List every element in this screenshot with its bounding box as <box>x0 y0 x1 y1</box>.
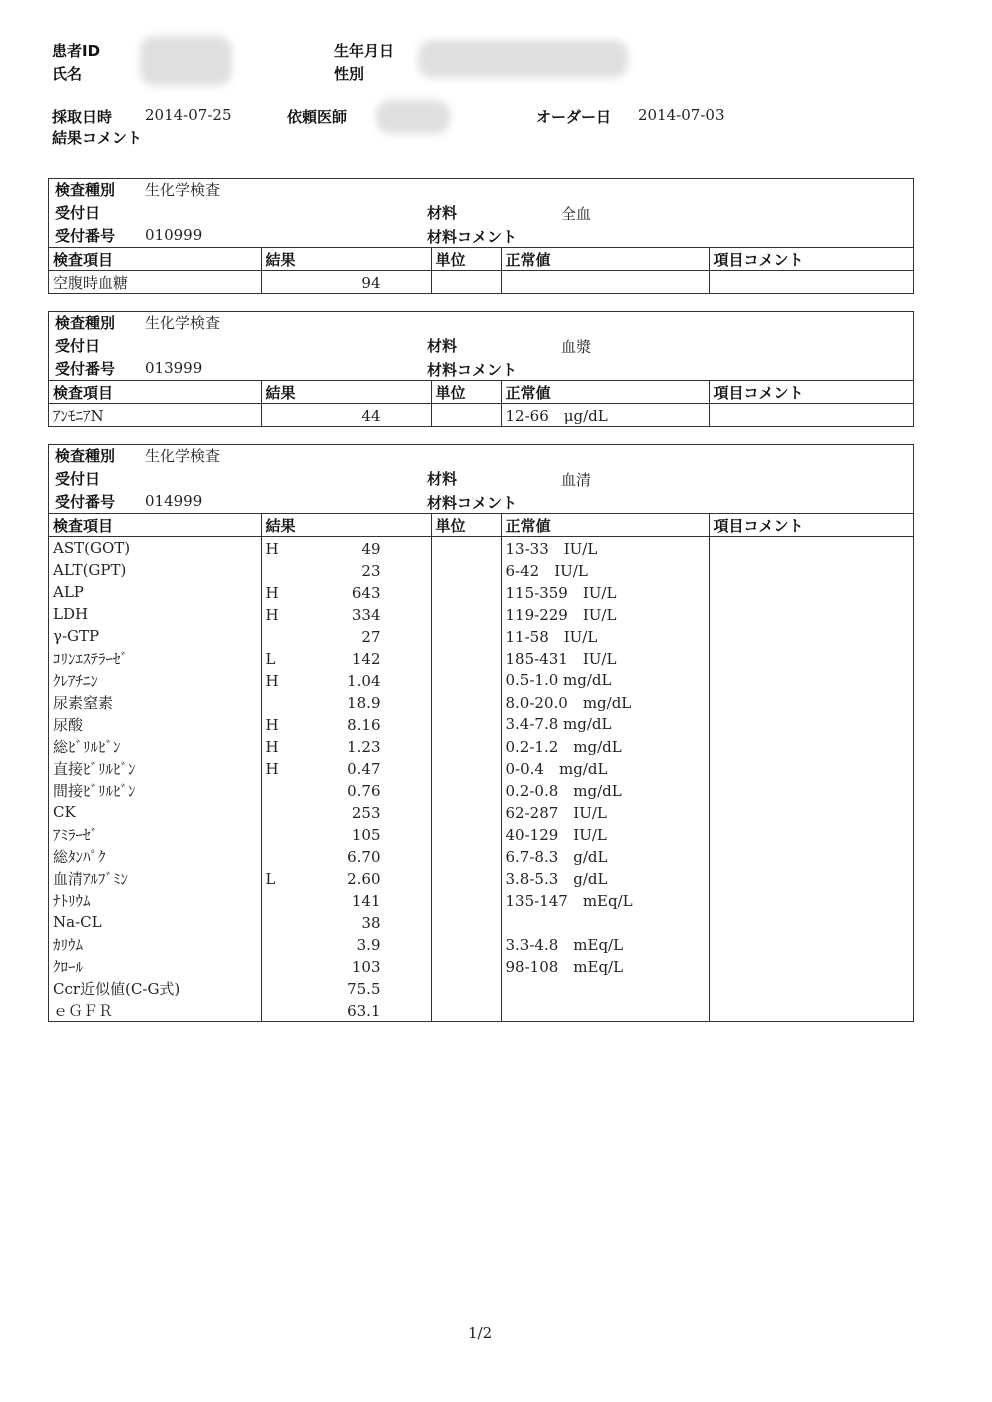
normal-range: 3.3-4.8 mEq/L <box>501 933 709 955</box>
item-comment <box>709 625 913 647</box>
normal-range: 0.5-1.0 mg/dL <box>501 669 709 691</box>
result-flag: H <box>265 606 279 624</box>
result-value: 643 <box>351 584 381 602</box>
table-row <box>49 867 913 889</box>
normal-range <box>501 911 709 933</box>
result-value: 38 <box>361 914 381 932</box>
result-value: 105 <box>351 826 381 844</box>
normal-range: 40-129 IU/L <box>501 823 709 845</box>
unit-cell <box>431 669 501 691</box>
result-flag: H <box>265 716 279 734</box>
unit-cell <box>431 955 501 977</box>
col-item-header: 検査項目 <box>49 381 261 404</box>
item-name: Ccr近似値(C-G式) <box>49 977 261 999</box>
normal-range: 3.8-5.3 g/dL <box>501 867 709 889</box>
item-name: ｺﾘﾝｴｽﾃﾗｰｾﾞ <box>49 647 261 669</box>
unit-cell <box>431 581 501 603</box>
unit-cell <box>431 779 501 801</box>
received-no-label: 受付番号 <box>55 360 116 378</box>
unit-cell <box>431 823 501 845</box>
material-label: 材料 <box>427 204 458 222</box>
result-cell <box>261 537 431 560</box>
result-cell <box>261 603 431 625</box>
received-date-label: 受付日 <box>55 204 101 222</box>
result-value: 49 <box>361 540 381 558</box>
item-comment <box>709 271 913 294</box>
result-value: 6.70 <box>347 848 381 866</box>
normal-range: 115-359 IU/L <box>501 581 709 603</box>
table-row <box>49 559 913 581</box>
item-comment <box>709 647 913 669</box>
material-label: 材料 <box>427 470 458 488</box>
redacted-patient-info <box>140 36 232 86</box>
result-value: 103 <box>351 958 381 976</box>
item-comment <box>709 867 913 889</box>
normal-range: 0.2-1.2 mg/dL <box>501 735 709 757</box>
result-value: 1.04 <box>347 672 381 690</box>
result-cell <box>261 845 431 867</box>
result-flag: H <box>265 760 279 778</box>
result-cell <box>261 581 431 603</box>
table-row <box>49 691 913 713</box>
result-value: 0.76 <box>347 782 381 800</box>
received-no-value: 010999 <box>145 226 203 244</box>
col-normal-header: 正常値 <box>501 381 709 404</box>
material-value: 血清 <box>561 471 592 489</box>
unit-cell <box>431 933 501 955</box>
result-cell <box>261 999 431 1021</box>
item-name: ｱﾐﾗｰｾﾞ <box>49 823 261 845</box>
unit-cell <box>431 404 501 427</box>
table-row <box>49 735 913 757</box>
material-comment-label: 材料コメント <box>427 361 518 379</box>
item-name: LDH <box>49 603 261 625</box>
table-row <box>49 271 913 294</box>
normal-range: 119-229 IU/L <box>501 603 709 625</box>
item-name: ｅＧＦＲ <box>49 999 261 1021</box>
test-section-1 <box>48 178 914 294</box>
result-cell <box>261 647 431 669</box>
result-cell <box>261 735 431 757</box>
item-name: CK <box>49 801 261 823</box>
material-value: 全血 <box>561 205 592 223</box>
result-cell <box>261 757 431 779</box>
result-value: 44 <box>361 407 381 425</box>
unit-cell <box>431 757 501 779</box>
item-comment <box>709 999 913 1021</box>
item-comment <box>709 404 913 427</box>
table-row <box>49 955 913 977</box>
material-value: 血漿 <box>561 338 592 356</box>
category-value: 生化学検査 <box>145 314 221 332</box>
item-name: 尿酸 <box>49 713 261 735</box>
table-row <box>49 581 913 603</box>
unit-cell <box>431 603 501 625</box>
results-table <box>49 513 913 1021</box>
item-comment <box>709 713 913 735</box>
category-label: 検査種別 <box>55 181 116 199</box>
item-name: AST(GOT) <box>49 537 261 560</box>
table-row <box>49 647 913 669</box>
col-result-header: 結果 <box>261 514 431 537</box>
table-row <box>49 823 913 845</box>
results-table <box>49 380 913 426</box>
material-comment-label: 材料コメント <box>427 494 518 512</box>
item-name: Na-CL <box>49 911 261 933</box>
item-name: ｱﾝﾓﾆｱN <box>49 404 261 427</box>
col-unit-header: 単位 <box>431 514 501 537</box>
unit-cell <box>431 271 501 294</box>
col-unit-header: 単位 <box>431 381 501 404</box>
result-flag: L <box>265 870 276 888</box>
birth-date-label: 生年月日 <box>334 42 395 60</box>
item-name: ｸﾛｰﾙ <box>49 955 261 977</box>
result-flag: H <box>265 738 279 756</box>
result-value: 27 <box>361 628 381 646</box>
unit-cell <box>431 999 501 1021</box>
result-cell <box>261 911 431 933</box>
category-value: 生化学検査 <box>145 447 221 465</box>
table-row <box>49 757 913 779</box>
normal-range: 62-287 IU/L <box>501 801 709 823</box>
test-section-2 <box>48 311 914 427</box>
unit-cell <box>431 977 501 999</box>
result-value: 253 <box>351 804 381 822</box>
normal-range: 98-108 mEq/L <box>501 955 709 977</box>
item-name: ﾅﾄﾘｳﾑ <box>49 889 261 911</box>
unit-cell <box>431 625 501 647</box>
item-comment <box>709 757 913 779</box>
col-normal-header: 正常値 <box>501 248 709 271</box>
result-value: 334 <box>351 606 381 624</box>
category-label: 検査種別 <box>55 447 116 465</box>
result-cell <box>261 955 431 977</box>
item-comment <box>709 977 913 999</box>
section-header <box>49 312 913 380</box>
category-label: 検査種別 <box>55 314 116 332</box>
result-value: 142 <box>351 650 381 668</box>
item-name: 尿素窒素 <box>49 691 261 713</box>
doctor-label: 依頼医師 <box>287 108 348 126</box>
result-cell <box>261 713 431 735</box>
received-no-value: 013999 <box>145 359 203 377</box>
table-row <box>49 537 913 560</box>
result-cell <box>261 625 431 647</box>
table-row <box>49 669 913 691</box>
result-value: 23 <box>361 562 381 580</box>
col-comment-header: 項目コメント <box>709 381 913 404</box>
result-flag: H <box>265 584 279 602</box>
unit-cell <box>431 559 501 581</box>
col-item-header: 検査項目 <box>49 248 261 271</box>
received-no-label: 受付番号 <box>55 493 116 511</box>
normal-range <box>501 271 709 294</box>
order-date-label: オーダー日 <box>536 108 612 126</box>
result-value: 2.60 <box>347 870 381 888</box>
item-name: 総ﾋﾞﾘﾙﾋﾞﾝ <box>49 735 261 757</box>
result-value: 94 <box>361 274 381 292</box>
category-value: 生化学検査 <box>145 181 221 199</box>
normal-range: 12-66 μg/dL <box>501 404 709 427</box>
item-name: 空腹時血糖 <box>49 271 261 294</box>
item-comment <box>709 889 913 911</box>
item-name: ALT(GPT) <box>49 559 261 581</box>
result-cell <box>261 779 431 801</box>
item-comment <box>709 603 913 625</box>
section-header <box>49 445 913 513</box>
item-name: ｸﾚｱﾁﾆﾝ <box>49 669 261 691</box>
col-result-header: 結果 <box>261 248 431 271</box>
patient-id-label: 患者ID <box>52 42 101 60</box>
section-header <box>49 179 913 247</box>
unit-cell <box>431 735 501 757</box>
normal-range: 185-431 IU/L <box>501 647 709 669</box>
table-row <box>49 603 913 625</box>
table-row <box>49 889 913 911</box>
normal-range: 6-42 IU/L <box>501 559 709 581</box>
unit-cell <box>431 713 501 735</box>
result-flag: L <box>265 650 276 668</box>
table-row <box>49 779 913 801</box>
unit-cell <box>431 537 501 560</box>
normal-range: 8.0-20.0 mg/dL <box>501 691 709 713</box>
normal-range: 11-58 IU/L <box>501 625 709 647</box>
unit-cell <box>431 647 501 669</box>
unit-cell <box>431 801 501 823</box>
table-row <box>49 933 913 955</box>
redacted-doctor <box>376 100 450 134</box>
item-comment <box>709 537 913 560</box>
item-name: 直接ﾋﾞﾘﾙﾋﾞﾝ <box>49 757 261 779</box>
result-cell <box>261 933 431 955</box>
result-cell <box>261 889 431 911</box>
table-row <box>49 977 913 999</box>
item-comment <box>709 845 913 867</box>
col-comment-header: 項目コメント <box>709 248 913 271</box>
collection-date-label: 採取日時 <box>52 108 113 126</box>
name-label: 氏名 <box>52 65 83 83</box>
result-value: 0.47 <box>347 760 381 778</box>
received-no-label: 受付番号 <box>55 227 116 245</box>
result-cell <box>261 691 431 713</box>
table-row <box>49 801 913 823</box>
result-value: 1.23 <box>347 738 381 756</box>
item-comment <box>709 559 913 581</box>
received-date-label: 受付日 <box>55 470 101 488</box>
unit-cell <box>431 911 501 933</box>
result-comment-label: 結果コメント <box>52 129 143 147</box>
table-row <box>49 999 913 1021</box>
table-row <box>49 845 913 867</box>
unit-cell <box>431 845 501 867</box>
table-row <box>49 404 913 427</box>
result-cell <box>261 669 431 691</box>
result-value: 3.9 <box>356 936 381 954</box>
result-cell <box>261 404 431 427</box>
result-value: 8.16 <box>347 716 381 734</box>
material-comment-label: 材料コメント <box>427 228 518 246</box>
item-name: 間接ﾋﾞﾘﾙﾋﾞﾝ <box>49 779 261 801</box>
result-cell <box>261 801 431 823</box>
unit-cell <box>431 691 501 713</box>
col-item-header: 検査項目 <box>49 514 261 537</box>
result-value: 75.5 <box>347 980 381 998</box>
result-flag: H <box>265 540 279 558</box>
normal-range: 0.2-0.8 mg/dL <box>501 779 709 801</box>
normal-range: 0-0.4 mg/dL <box>501 757 709 779</box>
result-value: 141 <box>351 892 381 910</box>
unit-cell <box>431 889 501 911</box>
table-row <box>49 625 913 647</box>
col-normal-header: 正常値 <box>501 514 709 537</box>
normal-range <box>501 999 709 1021</box>
item-name: 血清ｱﾙﾌﾞﾐﾝ <box>49 867 261 889</box>
item-comment <box>709 933 913 955</box>
table-row <box>49 911 913 933</box>
result-cell <box>261 823 431 845</box>
material-label: 材料 <box>427 337 458 355</box>
result-cell <box>261 271 431 294</box>
item-name: γ-GTP <box>49 625 261 647</box>
item-comment <box>709 735 913 757</box>
collection-date: 2014-07-25 <box>145 106 232 124</box>
item-comment <box>709 955 913 977</box>
col-unit-header: 単位 <box>431 248 501 271</box>
item-comment <box>709 823 913 845</box>
received-no-value: 014999 <box>145 492 203 510</box>
redacted-birth-info <box>418 40 628 78</box>
item-comment <box>709 779 913 801</box>
received-date-label: 受付日 <box>55 337 101 355</box>
test-section-3 <box>48 444 914 1022</box>
result-flag: H <box>265 672 279 690</box>
item-comment <box>709 911 913 933</box>
normal-range: 3.4-7.8 mg/dL <box>501 713 709 735</box>
table-row <box>49 713 913 735</box>
sex-label: 性別 <box>334 65 365 83</box>
result-value: 63.1 <box>347 1002 381 1020</box>
item-comment <box>709 581 913 603</box>
normal-range: 6.7-8.3 g/dL <box>501 845 709 867</box>
item-name: 総ﾀﾝﾊﾟｸ <box>49 845 261 867</box>
col-comment-header: 項目コメント <box>709 514 913 537</box>
item-comment <box>709 691 913 713</box>
item-comment <box>709 669 913 691</box>
result-value: 18.9 <box>347 694 381 712</box>
results-table <box>49 247 913 293</box>
page-number: 1/2 <box>468 1324 493 1342</box>
item-name: ALP <box>49 581 261 603</box>
result-cell <box>261 559 431 581</box>
result-cell <box>261 867 431 889</box>
item-name: ｶﾘｳﾑ <box>49 933 261 955</box>
order-date: 2014-07-03 <box>638 106 725 124</box>
normal-range: 13-33 IU/L <box>501 537 709 560</box>
normal-range <box>501 977 709 999</box>
item-comment <box>709 801 913 823</box>
col-result-header: 結果 <box>261 381 431 404</box>
unit-cell <box>431 867 501 889</box>
result-cell <box>261 977 431 999</box>
normal-range: 135-147 mEq/L <box>501 889 709 911</box>
